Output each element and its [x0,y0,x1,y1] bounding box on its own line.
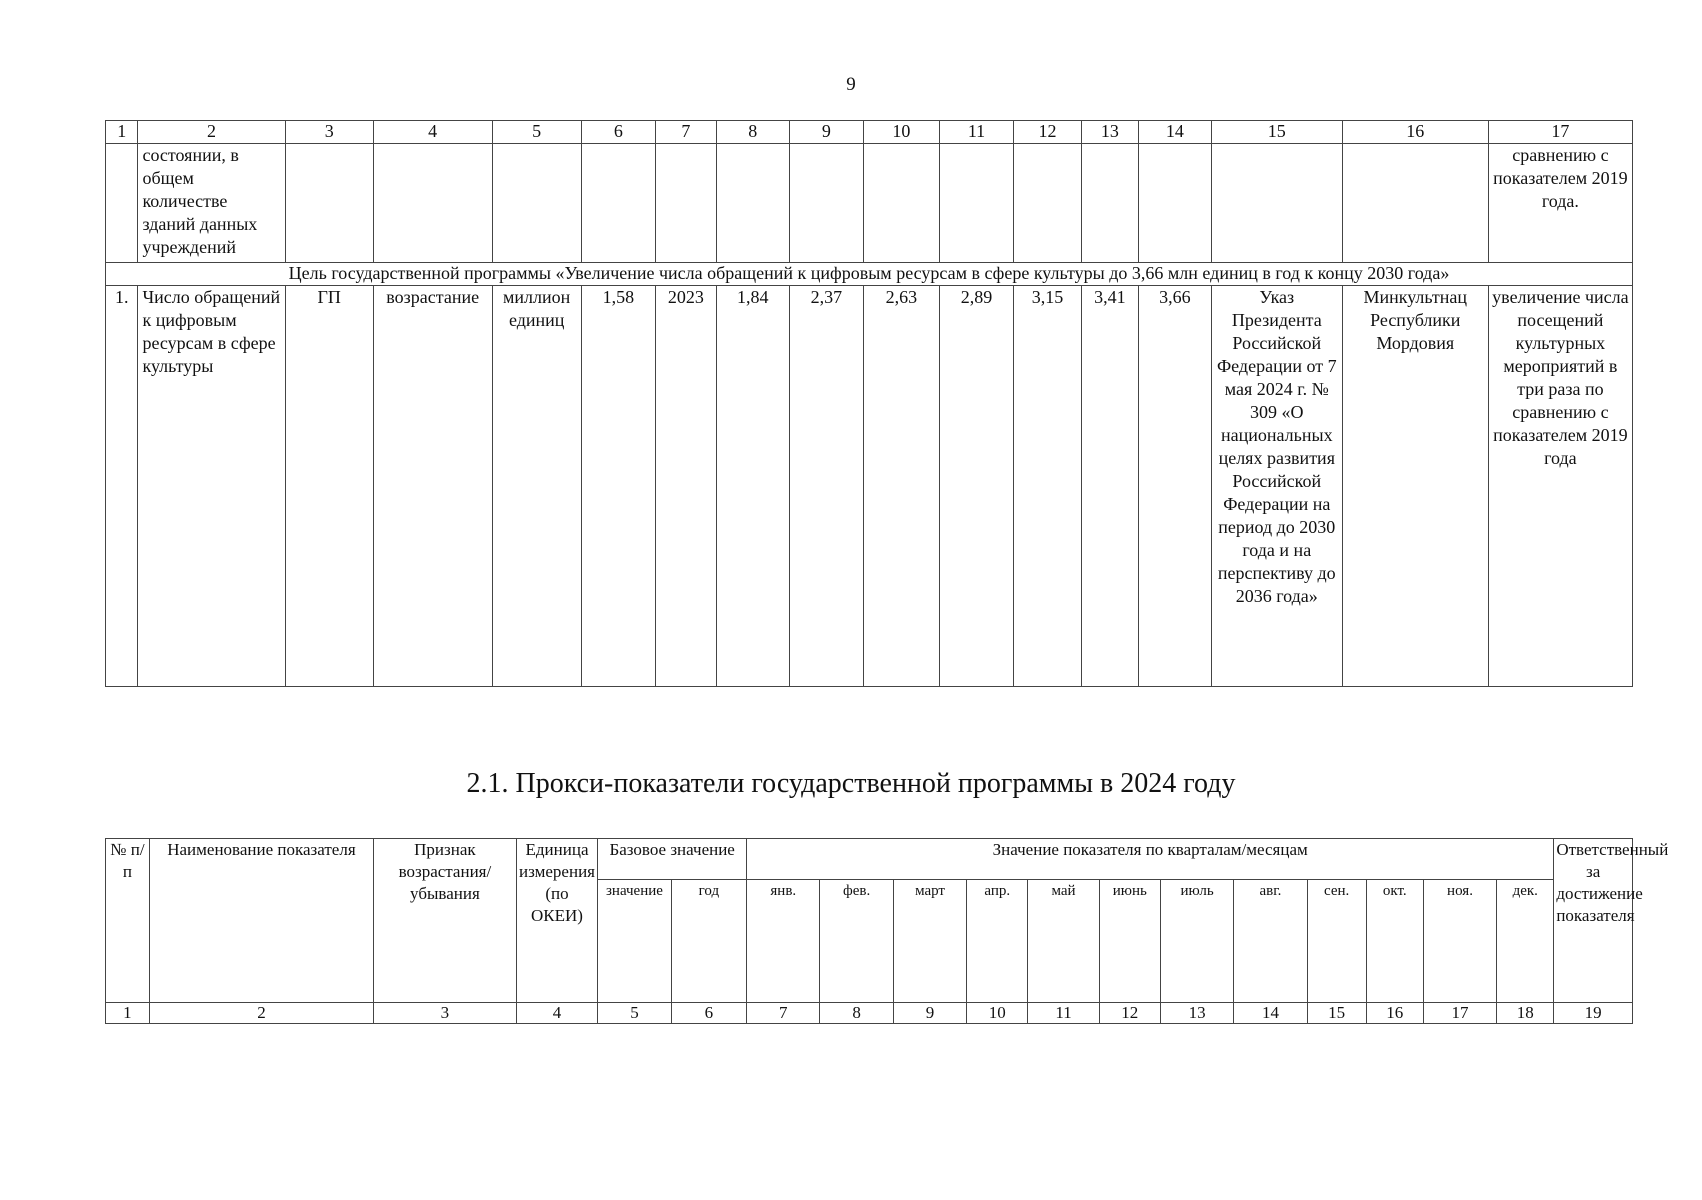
column-number: 19 [1554,1003,1633,1024]
year-value: 3,66 [1138,286,1211,687]
indicator-direction: возрастание [373,286,492,687]
column-number: 12 [1099,1003,1160,1024]
year-value: 3,41 [1081,286,1138,687]
goal-row [106,263,1633,286]
header-base-year: год [671,880,746,1003]
column-number: 14 [1138,121,1211,144]
column-number: 7 [747,1003,820,1024]
month-header: июнь [1099,880,1160,1003]
column-number: 13 [1160,1003,1233,1024]
header-row [106,839,1633,880]
indicator-name: Число обращений к цифровым ресурсам в сфере культуры [138,286,285,687]
column-number: 14 [1234,1003,1307,1024]
header-base-value: значение [598,880,671,1003]
indicator-level: ГП [285,286,373,687]
continuation-row [106,144,1633,263]
column-number: 2 [149,1003,373,1024]
month-header: сен. [1307,880,1366,1003]
year-value: 2,89 [939,286,1013,687]
month-header: апр. [967,880,1028,1003]
responsible-body: Минкультнац Республики Мордовия [1342,286,1488,687]
column-number: 6 [581,121,655,144]
month-header: авг. [1234,880,1307,1003]
indicator-unit: миллион единиц [492,286,581,687]
column-number: 13 [1081,121,1138,144]
source-document: Указ Президента Российской Федерации от 7 мая 2024 г. № 309 «О национальных целях развития Российской Федерации на период до 2030 года и на перспективу до 2036 года» [1211,286,1342,687]
column-number: 17 [1423,1003,1496,1024]
column-number: 1 [106,121,138,144]
indicators-table [105,120,1633,687]
column-number: 7 [655,121,716,144]
column-number: 16 [1366,1003,1423,1024]
header-responsible: Ответственный за достижение показателя [1554,839,1633,1003]
month-header: ноя. [1423,880,1496,1003]
column-number: 2 [138,121,285,144]
column-number: 6 [671,1003,746,1024]
column-number: 5 [492,121,581,144]
column-number: 4 [373,121,492,144]
header-quarters: Значение показателя по кварталам/месяцам [747,839,1554,880]
section-title: 2.1. Прокси-показатели государственной программы в 2024 году [466,768,1236,799]
column-number: 17 [1488,121,1632,144]
base-value: 1,58 [581,286,655,687]
year-value: 2,37 [789,286,863,687]
header-no: № п/п [106,839,150,1003]
year-value: 2,63 [863,286,939,687]
related-goal: увеличение числа посещений культурных мероприятий в три раза по сравнению с показателем 2019 года [1488,286,1632,687]
indicator-number: 1. [106,286,138,687]
column-number: 9 [893,1003,966,1024]
header-base: Базовое значение [598,839,747,880]
column-number: 11 [1028,1003,1099,1024]
column-number: 16 [1342,121,1488,144]
program-goal: Цель государственной программы «Увеличение числа обращений к цифровым ресурсам в сфере культуры до 3,66 млн единиц в год к концу 2030 года» [106,263,1633,286]
column-number: 1 [106,1003,150,1024]
column-number-row [106,1003,1633,1024]
column-number: 9 [789,121,863,144]
header-direction: Признак возрастания/ убывания [374,839,517,1003]
continued-note: сравнению с показателем 2019 года. [1488,144,1632,263]
year-value: 3,15 [1014,286,1082,687]
column-number: 12 [1014,121,1082,144]
column-number: 15 [1211,121,1342,144]
month-header: окт. [1366,880,1423,1003]
month-header: янв. [747,880,820,1003]
column-number: 8 [716,121,789,144]
column-number: 11 [939,121,1013,144]
month-header: фев. [820,880,893,1003]
column-number: 15 [1307,1003,1366,1024]
proxy-indicators-table [105,838,1669,1024]
month-header: дек. [1497,880,1554,1003]
month-header: июль [1160,880,1233,1003]
column-number: 10 [967,1003,1028,1024]
year-value: 1,84 [716,286,789,687]
indicator-row [106,286,1633,687]
column-number: 10 [863,121,939,144]
base-year: 2023 [655,286,716,687]
column-number: 18 [1497,1003,1554,1024]
page-number: 9 [846,74,856,95]
column-number: 3 [285,121,373,144]
column-number: 3 [374,1003,517,1024]
header-unit: Единица измерения (по ОКЕИ) [516,839,598,1003]
column-number: 5 [598,1003,671,1024]
continued-indicator-name: состоянии, в общем количестве зданий данных учреждений [138,144,285,263]
column-number: 8 [820,1003,893,1024]
column-number-row [106,121,1633,144]
header-name: Наименование показателя [149,839,373,1003]
month-header: март [893,880,966,1003]
month-header: май [1028,880,1099,1003]
column-number: 4 [516,1003,598,1024]
